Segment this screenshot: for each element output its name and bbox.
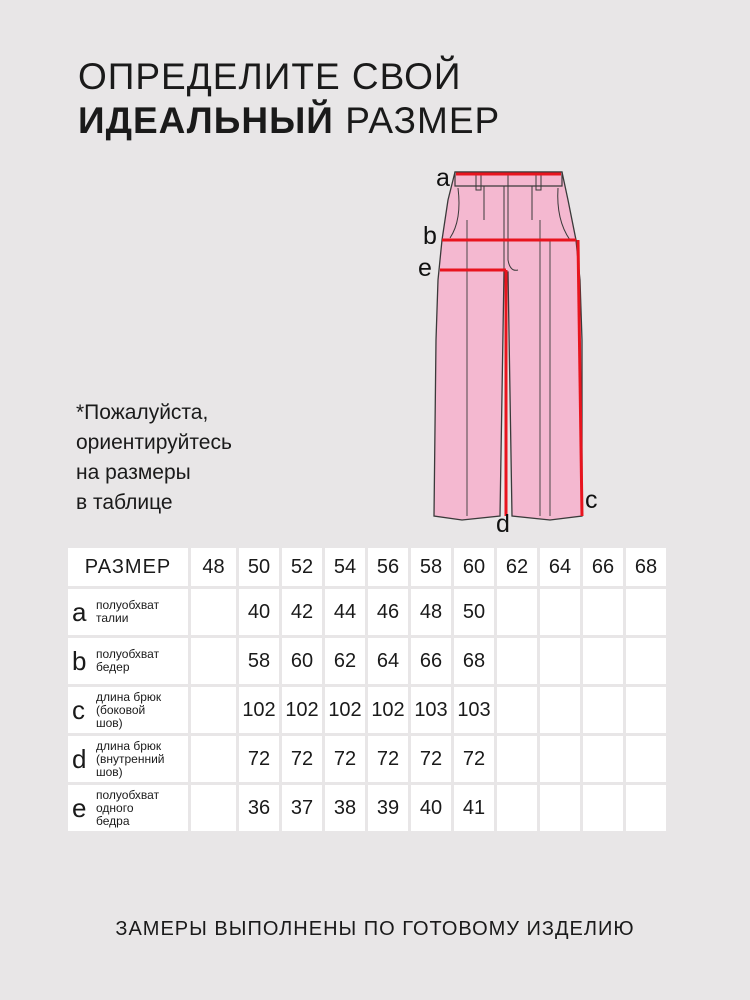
size-col-header: 62	[497, 548, 537, 586]
size-header-label: РАЗМЕР	[68, 548, 188, 586]
table-cell: 42	[282, 589, 322, 635]
table-cell	[497, 589, 537, 635]
table-cell: 62	[325, 638, 365, 684]
table-cell	[540, 736, 580, 782]
row-desc-line: шов)	[96, 764, 123, 779]
size-note	[76, 398, 232, 518]
table-cell: 44	[325, 589, 365, 635]
table-cell	[540, 638, 580, 684]
size-col-header: 50	[239, 548, 279, 586]
note-line: на размеры	[76, 461, 191, 484]
table-cell: 72	[282, 736, 322, 782]
table-row	[68, 687, 666, 733]
table-cell: 66	[411, 638, 451, 684]
table-cell: 102	[368, 687, 408, 733]
table-cell: 46	[368, 589, 408, 635]
title-rest-word: РАЗМЕР	[345, 100, 501, 141]
pants-diagram	[400, 160, 600, 535]
label-d: d	[496, 510, 510, 538]
row-label	[68, 589, 188, 635]
table-row	[68, 589, 666, 635]
table-cell	[540, 687, 580, 733]
row-desc-line: одного	[96, 800, 134, 815]
label-b: b	[423, 222, 437, 250]
size-table	[65, 545, 669, 834]
table-cell: 102	[325, 687, 365, 733]
table-row	[68, 638, 666, 684]
row-desc-line: шов)	[96, 715, 123, 730]
size-col-header: 52	[282, 548, 322, 586]
row-desc-line: бедер	[96, 660, 130, 674]
size-col-header: 48	[191, 548, 236, 586]
table-cell	[540, 785, 580, 831]
label-c: c	[585, 486, 598, 514]
row-label	[68, 638, 188, 684]
size-col-header: 54	[325, 548, 365, 586]
table-cell	[626, 785, 666, 831]
row-letter: b	[72, 645, 87, 676]
table-cell	[583, 589, 623, 635]
table-cell	[191, 638, 236, 684]
row-desc-line: талии	[96, 611, 129, 625]
table-cell	[583, 687, 623, 733]
table-cell	[497, 638, 537, 684]
table-cell	[583, 736, 623, 782]
size-col-header: 58	[411, 548, 451, 586]
table-cell	[583, 638, 623, 684]
table-cell	[191, 589, 236, 635]
table-cell	[497, 785, 537, 831]
table-cell: 41	[454, 785, 494, 831]
row-desc-line: полуобхват	[96, 647, 160, 661]
row-desc-line: длина брюк	[96, 689, 162, 704]
table-cell: 48	[411, 589, 451, 635]
table-cell	[497, 687, 537, 733]
table-cell	[191, 736, 236, 782]
row-letter: a	[72, 596, 87, 627]
table-cell	[626, 687, 666, 733]
size-col-header: 56	[368, 548, 408, 586]
row-desc-line: полуобхват	[96, 787, 160, 802]
row-desc-line: бедра	[96, 813, 130, 828]
table-cell: 103	[411, 687, 451, 733]
table-cell: 102	[282, 687, 322, 733]
table-cell	[626, 736, 666, 782]
table-cell	[626, 638, 666, 684]
table-cell: 38	[325, 785, 365, 831]
row-desc-line: длина брюк	[96, 738, 162, 753]
row-letter: d	[72, 743, 87, 774]
row-desc-line: (боковой	[96, 702, 146, 717]
table-cell	[191, 687, 236, 733]
table-cell: 36	[239, 785, 279, 831]
table-cell: 72	[368, 736, 408, 782]
table-cell: 40	[411, 785, 451, 831]
note-line: ориентируйтесь	[76, 431, 232, 454]
table-cell: 72	[325, 736, 365, 782]
table-cell: 40	[239, 589, 279, 635]
row-label	[68, 785, 188, 831]
table-cell: 72	[411, 736, 451, 782]
note-line: *Пожалуйста,	[76, 401, 209, 424]
page-title-line1: ОПРЕДЕЛИТЕ СВОЙ	[78, 56, 462, 97]
table-cell	[497, 736, 537, 782]
table-cell: 102	[239, 687, 279, 733]
size-col-header: 60	[454, 548, 494, 586]
page-title-line2	[78, 100, 500, 142]
table-cell: 37	[282, 785, 322, 831]
table-cell: 50	[454, 589, 494, 635]
footer-note: ЗАМЕРЫ ВЫПОЛНЕНЫ ПО ГОТОВОМУ ИЗДЕЛИЮ	[115, 918, 635, 940]
row-letter: e	[72, 792, 87, 823]
row-label	[68, 736, 188, 782]
row-desc-line: полуобхват	[96, 598, 160, 612]
table-cell: 60	[282, 638, 322, 684]
table-cell: 72	[239, 736, 279, 782]
table-cell: 64	[368, 638, 408, 684]
size-col-header: 64	[540, 548, 580, 586]
table-cell: 68	[454, 638, 494, 684]
label-e: e	[418, 254, 432, 282]
size-col-header: 66	[583, 548, 623, 586]
table-header-row	[68, 548, 666, 586]
table-cell	[626, 589, 666, 635]
table-cell	[583, 785, 623, 831]
row-letter: c	[72, 694, 85, 725]
table-row	[68, 736, 666, 782]
label-a: a	[436, 164, 450, 192]
table-cell: 103	[454, 687, 494, 733]
title-bold-word: ИДЕАЛЬНЫЙ	[78, 100, 334, 141]
table-row	[68, 785, 666, 831]
table-cell	[191, 785, 236, 831]
row-desc-line: (внутренний	[96, 751, 165, 766]
table-cell: 58	[239, 638, 279, 684]
table-cell	[540, 589, 580, 635]
table-cell: 39	[368, 785, 408, 831]
row-label	[68, 687, 188, 733]
note-line: в таблице	[76, 491, 173, 514]
size-col-header: 68	[626, 548, 666, 586]
table-cell: 72	[454, 736, 494, 782]
